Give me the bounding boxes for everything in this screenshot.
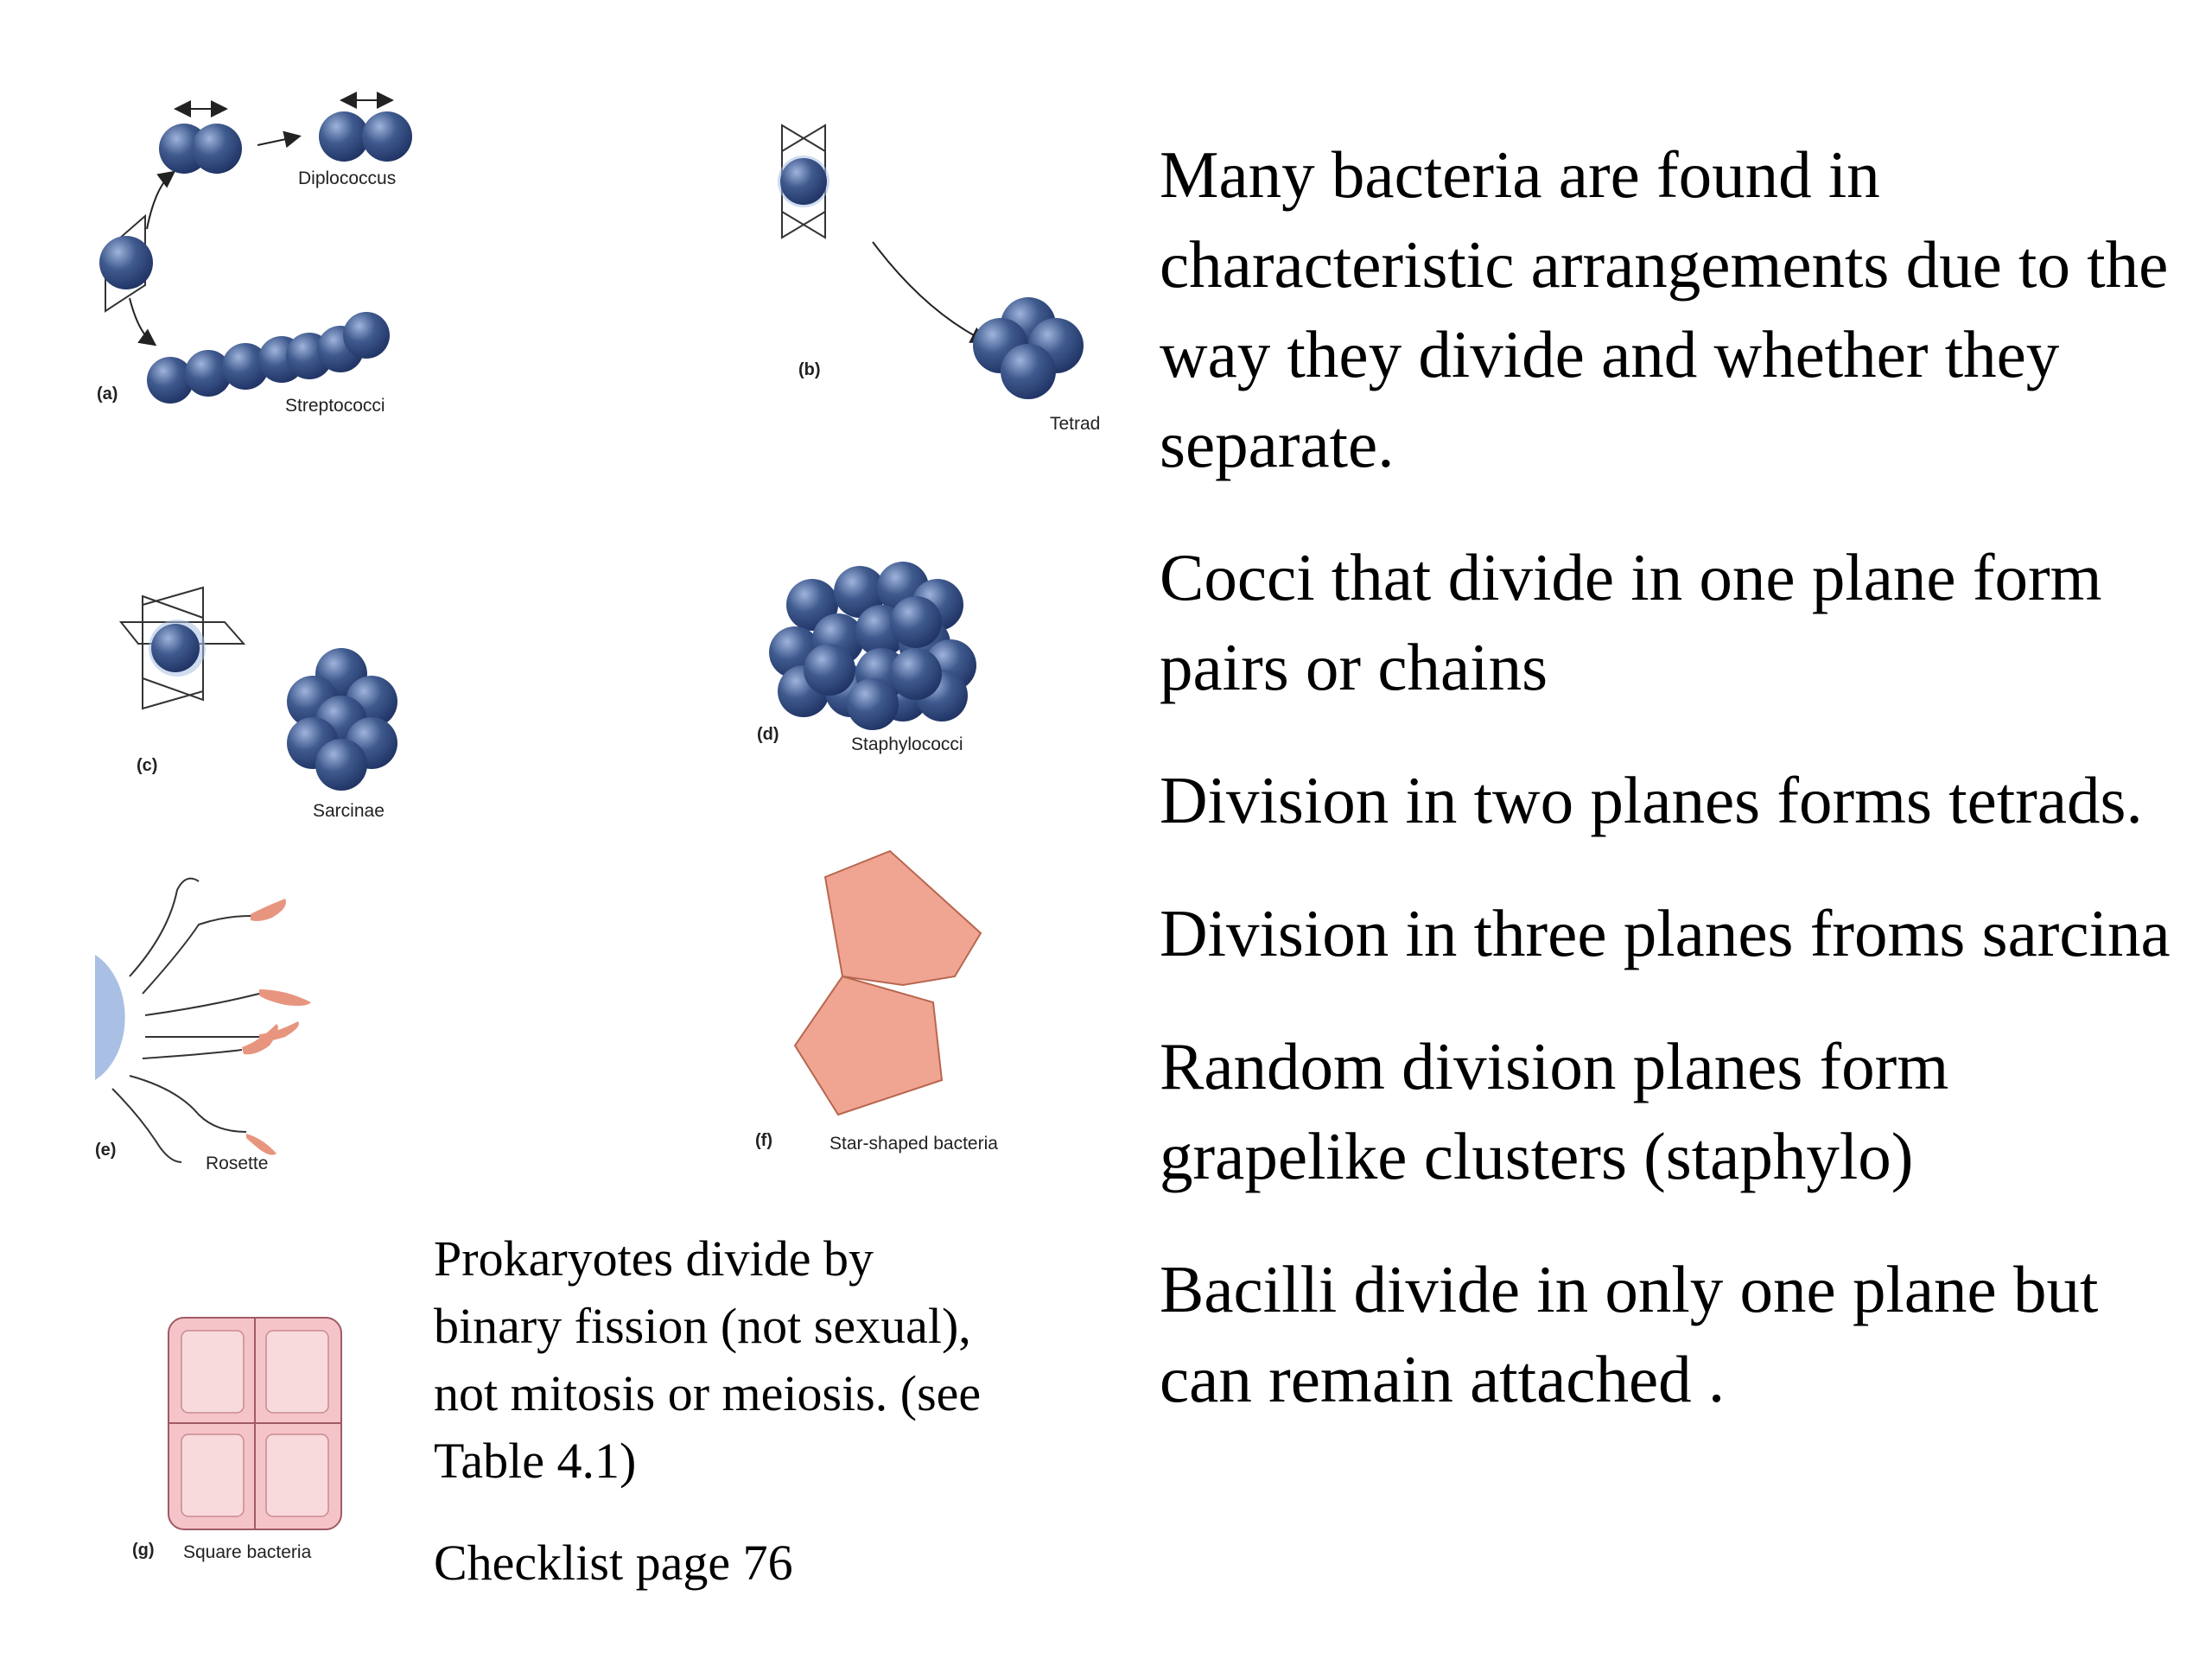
bullet-item: Bacilli divide in only one plane but can remain attached . (1160, 1252, 2099, 1416)
panel-letter: (e) (95, 1141, 117, 1160)
panel-b (778, 125, 1100, 434)
arrow (130, 298, 154, 344)
rosette-stalks (112, 879, 259, 1162)
bullet-item: Division in three planes froms sarcina (1160, 896, 2171, 970)
panel-letter: (f) (755, 1131, 772, 1150)
panel-letter: (a) (97, 385, 118, 404)
streptococci-chain (147, 312, 390, 404)
arrow (873, 242, 985, 341)
bullet-item: Division in two planes forms tetrads. (1160, 763, 2143, 837)
coccus-cell (319, 111, 369, 162)
sarcinae-label: Sarcinae (313, 801, 385, 821)
binary-fission-note (434, 1225, 987, 1631)
arrow (147, 173, 173, 229)
rosette-cells (242, 899, 311, 1155)
coccus-cell (780, 158, 827, 205)
panel-f (755, 851, 998, 1154)
staphylococci-cluster (769, 562, 976, 730)
diplococcus-label: Diplococcus (298, 168, 397, 188)
star-cell (825, 851, 981, 985)
streptococci-label: Streptococci (285, 396, 385, 416)
checklist-text: Checklist page 76 (434, 1535, 793, 1591)
panel-letter: (b) (798, 360, 821, 379)
staphylococci-label: Staphylococci (851, 734, 963, 754)
panel-g (132, 1318, 341, 1562)
rosette-base (95, 955, 125, 1080)
tetrad-label: Tetrad (1050, 414, 1101, 434)
panel-c (121, 588, 397, 821)
star-cell (795, 976, 942, 1115)
panel-e (95, 879, 311, 1173)
square-bacteria-label: Square bacteria (183, 1542, 312, 1562)
rosette-label: Rosette (206, 1154, 269, 1173)
coccus-cell (192, 124, 242, 174)
coccus-cell (362, 111, 412, 162)
sarcinae-cluster (287, 648, 397, 791)
bullet-list (1160, 130, 2179, 1467)
panel-a (97, 100, 412, 416)
star-shaped-label: Star-shaped bacteria (830, 1134, 998, 1154)
panel-letter: (g) (132, 1541, 155, 1560)
arrow (257, 137, 298, 145)
panel-d (757, 562, 976, 754)
bullet-item: Cocci that divide in one plane form pairs or chains (1160, 540, 2102, 704)
coccus-cell (151, 624, 200, 672)
panel-letter: (d) (757, 725, 779, 744)
coccus-cell (99, 236, 153, 289)
bullet-item: Many bacteria are found in characteristic arrangements due to the way they divide and whether they separate. (1160, 137, 2169, 481)
panel-letter: (c) (137, 756, 158, 775)
note-text: Prokaryotes divide by binary fission (not sexual), not mitosis or meiosis. (see Table 4.1) (434, 1230, 982, 1489)
bullet-item: Random division planes form grapelike clusters (staphylo) (1160, 1029, 1949, 1193)
tetrad-cluster (973, 297, 1084, 399)
